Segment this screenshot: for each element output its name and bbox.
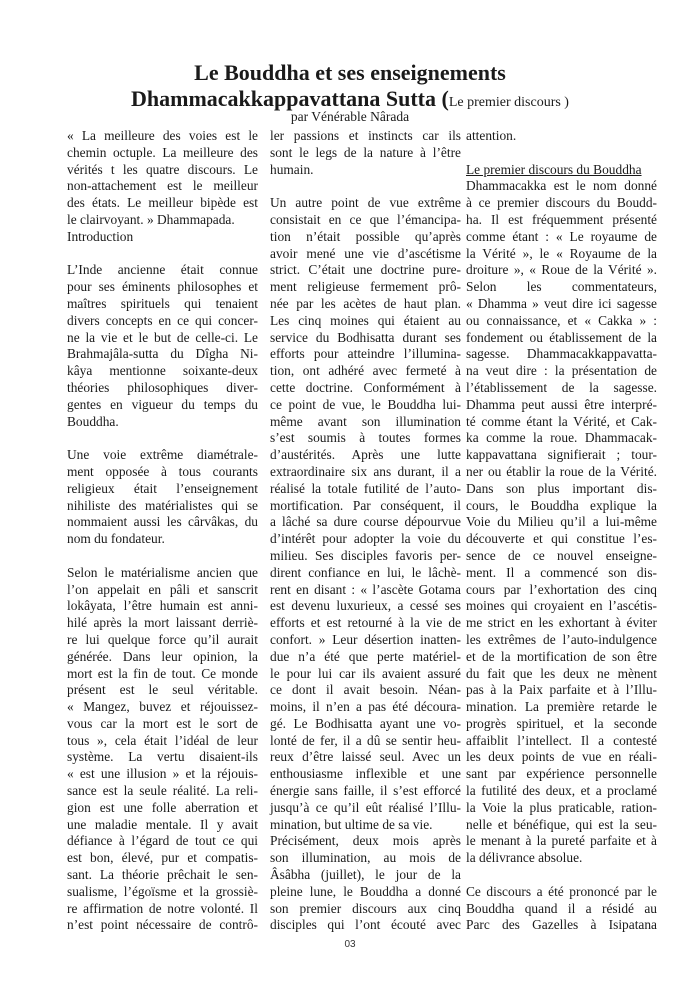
text-line: ler passions et instincts car ils bbox=[270, 128, 461, 143]
page-title: Le Bouddha et ses enseignements bbox=[194, 60, 506, 85]
text-line: maîtres spirituels qui tenaient bbox=[67, 295, 258, 311]
text-line: lokâyata, l’être humain est anni- bbox=[67, 598, 258, 614]
text-line: Bouddha quand il a résidé au bbox=[466, 900, 657, 916]
text-line: la Voie la plus praticable, ration- bbox=[466, 799, 657, 815]
text-line: divers concepts en ce qui concer- bbox=[67, 312, 258, 328]
text-line: moines qui croyaient en l’ascétis- bbox=[466, 598, 657, 614]
page-number: 03 bbox=[344, 939, 356, 950]
text-line: Selon le matérialisme ancien que bbox=[67, 564, 258, 580]
text-line: une maladie mentale. Il y avait bbox=[67, 816, 258, 832]
text-line: reux d’être laissé seul. Avec un bbox=[270, 749, 461, 765]
text-line: disciples qui l’ont écouté avec bbox=[270, 917, 461, 933]
text-line: re affirmation de notre volonté. Il bbox=[67, 900, 258, 916]
text-line: Introduction bbox=[67, 228, 134, 244]
text-line: pleine lune, le Bouddha a donné bbox=[270, 883, 461, 899]
text-line: découverte et qui constitue l’es- bbox=[466, 531, 657, 547]
text-line: même avant son illumination bbox=[270, 413, 461, 429]
text-line: le pour lui car ils avaient assuré bbox=[270, 665, 461, 681]
text-line: re lui quelque force qu’il aurait bbox=[67, 631, 258, 647]
text-line: la futilité des deux, et a proclamé bbox=[466, 783, 657, 799]
text-line: d’austérités. Après une lutte bbox=[270, 447, 461, 463]
text-line: vérités t les quatre discours. Le bbox=[67, 161, 258, 177]
text-column-1 bbox=[67, 128, 258, 934]
text-line: droiture », « Roue de la Vérité ». bbox=[466, 262, 657, 278]
text-line: gentes en vigueur du temps du bbox=[67, 396, 258, 412]
text-line: « La meilleure des voies est le bbox=[67, 128, 258, 143]
text-line: due n’a été que perte matériel- bbox=[270, 648, 461, 664]
text-line: confort. » Leur désertion inatten- bbox=[270, 631, 461, 647]
paragraph-break bbox=[67, 548, 258, 565]
text-line: d’intérêt pour adopter la voie du bbox=[270, 531, 461, 547]
text-line: son premier discours aux cinq bbox=[270, 900, 461, 916]
text-line: Brahmajâla-sutta du Dîgha Ni- bbox=[67, 346, 258, 362]
text-line: mort est la fin de tout. Ce monde bbox=[67, 665, 258, 681]
text-line: ha. Il est fréquemment présenté bbox=[466, 211, 657, 227]
text-line: hilé après la mort laissant derriè- bbox=[67, 615, 258, 631]
text-line: Voie du Milieu qu’il a lui-même bbox=[466, 514, 657, 530]
text-line: service du Bodhisatta durant ses bbox=[270, 329, 461, 345]
text-line: ner ou établir la roue de la Vérité. bbox=[466, 463, 657, 479]
text-line: non-attachement est le meilleur bbox=[67, 178, 258, 194]
text-line: Dhammacakka est le nom donné bbox=[466, 178, 657, 194]
text-line: enthousiasme inflexible et une bbox=[270, 766, 461, 782]
text-line: tous », cela était l’idéal de leur bbox=[67, 732, 258, 748]
text-line: mortification. Par conséquent, il bbox=[270, 497, 461, 513]
text-line: mination. La première retarde le bbox=[466, 699, 657, 715]
text-line: tion, ont adhéré avec fermeté à bbox=[270, 363, 461, 379]
author-line: par Vénérable Nârada bbox=[290, 109, 410, 124]
paragraph-break bbox=[270, 178, 461, 195]
text-line: pas à la Paix parfaite et à l’Illu- bbox=[466, 682, 657, 698]
text-line: gé. Le Bodhisatta ayant une vo- bbox=[270, 715, 461, 731]
text-line: lonté de fer, il a dû se sentir heu- bbox=[270, 732, 461, 748]
text-line: humain. bbox=[270, 161, 314, 177]
text-line: affaiblit l’intellect. Il a contesté bbox=[466, 732, 657, 748]
text-line: Dans son plus important dis- bbox=[466, 480, 657, 496]
text-line: kappavattana signifierait ; tour- bbox=[466, 447, 657, 463]
text-line: ou connaissance, et « Cakka » : bbox=[466, 312, 657, 328]
paragraph-break bbox=[466, 145, 657, 162]
text-line: le menant à la pureté parfaite et à bbox=[466, 833, 657, 849]
text-line: réalisé la totale futilité de l’auto- bbox=[270, 480, 461, 496]
text-line: nommaient aussi les cârvâkas, du bbox=[67, 514, 258, 530]
text-line: fondement ou établissement de la bbox=[466, 329, 657, 345]
text-line: ka comme la roue. Dhammacak- bbox=[466, 430, 657, 446]
text-line: Précisément, deux mois après bbox=[270, 833, 461, 849]
text-line: strict. C’était une doctrine pure- bbox=[270, 262, 461, 278]
text-line: la Vérité », le « Royaume de la bbox=[466, 245, 657, 261]
text-line: cours, le Bouddha explique la bbox=[466, 497, 657, 513]
text-line: Les cinq moines qui étaient au bbox=[270, 312, 461, 328]
text-line: à ce premier discours du Boudd- bbox=[466, 195, 657, 211]
text-line: sance est la seule réalité. La reli- bbox=[67, 783, 258, 799]
text-column-2 bbox=[270, 128, 461, 934]
text-line: ne la vie et le but de celle-ci. Le bbox=[67, 329, 258, 345]
text-line: Bouddha. bbox=[67, 413, 119, 429]
text-line: comme étant : « Le royaume de bbox=[466, 228, 657, 244]
subtitle-note: Le premier discours ) bbox=[448, 95, 569, 110]
text-line: Un autre point de vue extrême bbox=[270, 195, 461, 211]
text-line: les extrêmes de l’auto-indulgence bbox=[466, 631, 657, 647]
text-line: avoir mené une vie d’ascétisme bbox=[270, 245, 461, 261]
text-line: Selon les commentateurs, bbox=[466, 279, 657, 295]
text-line: la délivrance absolue. bbox=[466, 850, 583, 866]
text-line: le clairvoyant. » Dhammapada. bbox=[67, 211, 235, 227]
text-line: énergie sans faille, il s’est efforcé bbox=[270, 783, 461, 799]
text-line: n’est point nécessaire de contrô- bbox=[67, 917, 258, 933]
text-line: ment religieuse fermement prô- bbox=[270, 279, 461, 295]
text-line: té comme étant la Vérité, et Cak- bbox=[466, 413, 657, 429]
subtitle-main: Dhammacakkappavattana Sutta ( bbox=[131, 86, 449, 111]
text-line: sualisme, l’égoïsme et la grossiè- bbox=[67, 883, 258, 899]
text-line: est bon, élevé, pur et compatis- bbox=[67, 850, 258, 866]
text-line: cours par l’exhortation des cinq bbox=[466, 581, 657, 597]
text-line: tion n’était possible qu’après bbox=[270, 228, 461, 244]
text-line: progrès spirituel, et la seconde bbox=[466, 715, 657, 731]
text-line: Ce discours a été prononcé par le bbox=[466, 883, 657, 899]
text-line: a lâché sa dure course dépourvue bbox=[270, 514, 461, 530]
text-line: l’établissement de la sagesse. bbox=[466, 379, 657, 395]
text-line: pour ses éminents philosophes et bbox=[67, 279, 258, 295]
text-line: me strict en les exhortant à éviter bbox=[466, 615, 657, 631]
text-line: extraordinaire six ans durant, il a bbox=[270, 463, 461, 479]
text-line: « Mangez, buvez et réjouissez- bbox=[67, 699, 258, 715]
text-line: kâya mentionne soixante-deux bbox=[67, 363, 258, 379]
text-line: vous car la mort est le sort de bbox=[67, 715, 258, 731]
text-line: s’est soumis à toutes formes bbox=[270, 430, 461, 446]
text-line: sont le legs de la nature à l’être bbox=[270, 144, 461, 160]
text-line: sant. La théorie prêchait le sen- bbox=[67, 867, 258, 883]
text-line: rent en disant : « l’ascète Gotama bbox=[270, 581, 461, 597]
text-line: chemin octuple. La meilleure des bbox=[67, 144, 258, 160]
text-line: défiance à l’égard de tout ce qui bbox=[67, 833, 258, 849]
text-line: dirent confiance en lui, le lâchè- bbox=[270, 564, 461, 580]
text-line: jusqu’à ce qu’il eût réalisé l’Illu- bbox=[270, 799, 461, 815]
text-line: système. La vertu disaient-ils bbox=[67, 749, 258, 765]
text-line: l’on appelait en pâli et sanscrit bbox=[67, 581, 258, 597]
text-line: milieu. Ses disciples favoris per- bbox=[270, 547, 461, 563]
text-line: gion est une folle aberration et bbox=[67, 799, 258, 815]
text-column-3 bbox=[466, 128, 657, 934]
text-line: efforts et est retourné à la vie de bbox=[270, 615, 461, 631]
paragraph-break bbox=[466, 867, 657, 884]
text-line: est devenu luxurieux, a cessé ses bbox=[270, 598, 461, 614]
text-line: sant par expérience personnelle bbox=[466, 766, 657, 782]
text-line: Âsâbha (juillet), le jour de la bbox=[270, 867, 461, 883]
text-line: moins, il n’en a pas été découra- bbox=[270, 699, 461, 715]
text-line: née par les acètes de haut plan. bbox=[270, 295, 461, 311]
text-line: na veut dire : la présentation de bbox=[466, 363, 657, 379]
text-line: cette doctrine. Conformément à bbox=[270, 379, 461, 395]
text-line: du fait que les deux ne mènent bbox=[466, 665, 657, 681]
section-heading: Le premier discours du Bouddha bbox=[466, 161, 642, 177]
text-line: sence de ce nouvel enseigne- bbox=[466, 547, 657, 563]
text-line: son illumination, au mois de bbox=[270, 850, 461, 866]
text-line: ment opposée à tous courants bbox=[67, 463, 258, 479]
text-line: sagesse. Dhammacakkappavatta- bbox=[466, 346, 657, 362]
text-line: Dhamma peut aussi être interpré- bbox=[466, 396, 657, 412]
text-line: L’Inde ancienne était connue bbox=[67, 262, 258, 278]
text-line: efforts pour atteindre l’illumina- bbox=[270, 346, 461, 362]
text-line: présent est le seul véritable. bbox=[67, 682, 258, 698]
text-line: consistait en ce que l’émancipa- bbox=[270, 211, 461, 227]
paragraph-break bbox=[67, 430, 258, 447]
text-line: ce point de vue, le Bouddha lui- bbox=[270, 396, 461, 412]
text-line: « est une illusion » et la réjouis- bbox=[67, 766, 258, 782]
text-line: générée. Dans leur opinion, la bbox=[67, 648, 258, 664]
text-line: « Dhamma » veut dire ici sagesse bbox=[466, 295, 657, 311]
text-line: mination, but ultime de sa vie. bbox=[270, 816, 433, 832]
text-line: théories philosophiques diver- bbox=[67, 379, 258, 395]
text-line: et de la mortification de son être bbox=[466, 648, 657, 664]
text-line: ce dont il avait besoin. Néan- bbox=[270, 682, 461, 698]
text-line: des états. Le meilleur bipède est bbox=[67, 195, 258, 211]
text-line: attention. bbox=[466, 128, 517, 143]
text-line: Parc des Gazelles à Isipatana bbox=[466, 917, 657, 933]
text-line: nelle et bénéfique, qui est la seu- bbox=[466, 816, 657, 832]
text-line: ment. Il a commencé son dis- bbox=[466, 564, 657, 580]
paragraph-break bbox=[67, 246, 258, 263]
text-line: nihiliste des matérialistes qui se bbox=[67, 497, 258, 513]
text-line: religieux était l’enseignement bbox=[67, 480, 258, 496]
text-line: les deux points de vue en réali- bbox=[466, 749, 657, 765]
text-line: Une voie extrême diamétrale- bbox=[67, 447, 258, 463]
text-line: nom du fondateur. bbox=[67, 531, 165, 547]
